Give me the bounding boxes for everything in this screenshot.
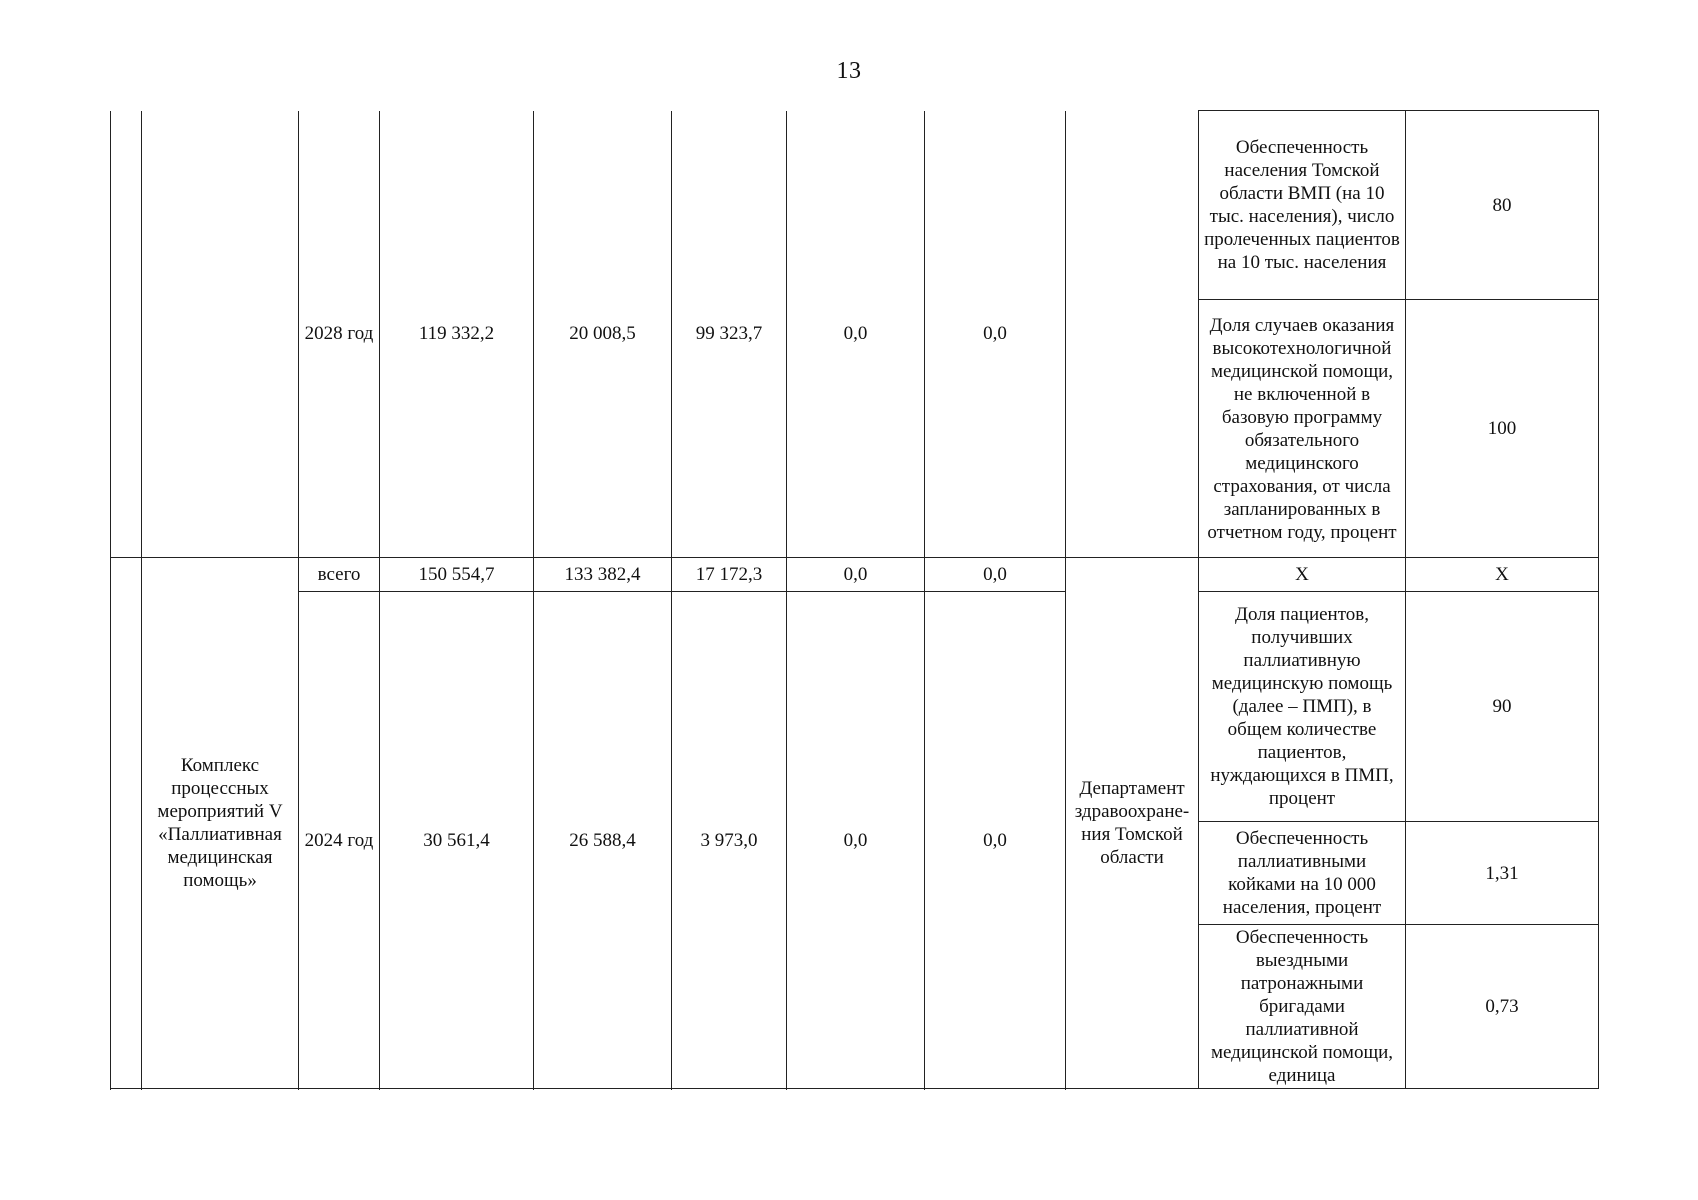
total-funds-cell: 119 332,2 <box>380 111 534 558</box>
regional-budget-cell: 99 323,7 <box>672 111 787 558</box>
budget-table <box>110 110 1599 1089</box>
indicator-name-cell: X <box>1199 558 1406 592</box>
local-budget-cell: 0,0 <box>787 111 925 558</box>
local-budget-cell: 0,0 <box>787 558 925 592</box>
period-cell: всего <box>299 558 380 592</box>
indicator-value-cell: 80 <box>1406 111 1599 300</box>
indicator-name-cell: Обеспеченность населения Томской области ВМП (на 10 тыс. населения), число пролеченных пациентов на 10 тыс. населения <box>1199 111 1406 300</box>
indicator-name-cell: Доля пациентов, получивших паллиативную медицинскую помощь (далее – ПМП), в общем количестве пациентов, нуждающихся в ПМП, процент <box>1199 592 1406 822</box>
regional-budget-cell: 17 172,3 <box>672 558 787 592</box>
federal-budget-cell: 26 588,4 <box>534 592 672 1089</box>
indicator-value-cell: 0,73 <box>1406 925 1599 1089</box>
indicator-value-cell: 90 <box>1406 592 1599 822</box>
extrabudget-cell: 0,0 <box>925 592 1066 1089</box>
extrabudget-cell: 0,0 <box>925 111 1066 558</box>
indicator-name-cell: Обеспеченность паллиативными койками на 10 000 населения, процент <box>1199 822 1406 925</box>
table-row <box>111 558 1599 592</box>
table-row <box>111 111 1599 300</box>
period-cell: 2024 год <box>299 592 380 1089</box>
measure-name-cell: Комплекс процессных мероприятий V «Паллиативная медицинская помощь» <box>142 558 299 1089</box>
indicator-value-cell: X <box>1406 558 1599 592</box>
measure-name-cell <box>142 111 299 558</box>
extrabudget-cell: 0,0 <box>925 558 1066 592</box>
indicator-value-cell: 1,31 <box>1406 822 1599 925</box>
indicator-name-cell: Доля случаев оказания высокотехнологичной медицинской помощи, не включенной в базовую программу обязательного медицинского страхования, от числа запланированных в отчетном году, процент <box>1199 300 1406 558</box>
responsible-cell <box>1066 111 1199 558</box>
period-cell: 2028 год <box>299 111 380 558</box>
table-row <box>111 592 1599 822</box>
federal-budget-cell: 20 008,5 <box>534 111 672 558</box>
local-budget-cell: 0,0 <box>787 592 925 1089</box>
row-number-cell <box>111 111 142 558</box>
regional-budget-cell: 3 973,0 <box>672 592 787 1089</box>
total-funds-cell: 30 561,4 <box>380 592 534 1089</box>
total-funds-cell: 150 554,7 <box>380 558 534 592</box>
row-number-cell <box>111 558 142 1089</box>
page-number: 13 <box>836 58 862 84</box>
indicator-name-cell: Обеспеченность выездными патронажными бригадами паллиативной медицинской помощи, единица <box>1199 925 1406 1089</box>
responsible-cell: Департамент здравоохране-ния Томской области <box>1066 558 1199 1089</box>
indicator-value-cell: 100 <box>1406 300 1599 558</box>
federal-budget-cell: 133 382,4 <box>534 558 672 592</box>
